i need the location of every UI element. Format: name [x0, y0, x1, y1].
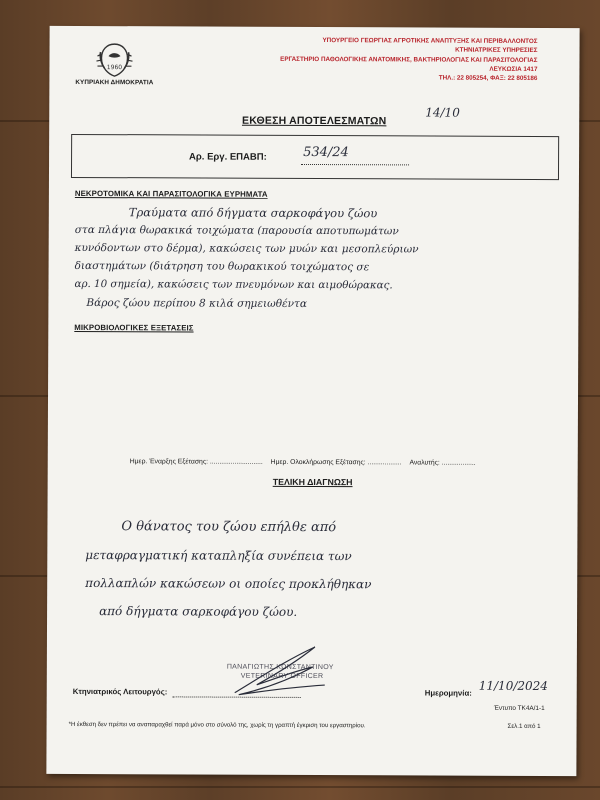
lab-number-label: Αρ. Εργ. ΕΠΑΒΠ: [189, 151, 267, 163]
necropsy-line: κυνόδοντων στο δέρμα), κακώσεις των μυών και μεσοπλεύριων [74, 241, 419, 256]
necropsy-line: Τραύματα από δήγματα σαρκοφάγου ζώου [128, 205, 378, 221]
necropsy-line: στα πλάγια θωρακικά τοιχώματα (παρουσία αποτυπωμάτων [74, 223, 399, 238]
svg-text:1960: 1960 [106, 64, 123, 72]
ministry-header [280, 36, 538, 84]
microbiology-section-title: ΜΙΚΡΟΒΙΟΛΟΓΙΚΕΣ ΕΞΕΤΑΣΕΙΣ [74, 322, 194, 333]
document-title: ΕΚΘΕΣΗ ΑΠΟΤΕΛΕΣΜΑΤΩΝ [241, 114, 387, 128]
exam-fields-row [130, 458, 476, 467]
stamp-title: VETERINARY OFFICER [240, 672, 324, 681]
diagnosis-title: ΤΕΛΙΚΗ ΔΙΑΓΝΩΣΗ [272, 476, 353, 488]
city-line: ΛΕΥΚΩΣΙΑ 1417 [489, 65, 538, 73]
date-label: Ημερομηνία: [424, 688, 472, 698]
lab-number-value: 534/24 [303, 144, 349, 161]
vet-officer-line [173, 690, 301, 698]
form-code: Έντυπο ΤΚ4Α/1-1 [493, 704, 545, 713]
exam-start-dots: ............................ [209, 458, 263, 466]
report-page [46, 26, 579, 776]
exam-completion-label: Ημερ. Ολοκλήρωσης Εξέτασης: [270, 458, 366, 467]
date-value: 11/10/2024 [478, 678, 548, 694]
diagnosis-line: Ο θάνατος του ζώου επήλθε από [121, 519, 337, 536]
page-number: Σελ.1 από 1 [507, 722, 541, 730]
necropsy-line: διαστημάτων (διάτρηση του θωρακικού τοιχώματος σε [74, 259, 370, 274]
analyst-label: Αναλυτής: [409, 459, 440, 467]
vet-officer-label: Κτηνιατρικός Λειτουργός: [72, 686, 168, 697]
diagnosis-line: πολλαπλών κακώσεων οι οποίες προκλήθηκαν [85, 576, 372, 592]
necropsy-section-title: ΝΕΚΡΟΤΟΜΙΚΑ ΚΑΙ ΠΑΡΑΣΙΤΟΛΟΓΙΚΑ ΕΥΡΗΜΑΤΑ [74, 188, 268, 199]
exam-completion-dots: .................. [367, 459, 402, 467]
analyst-dots: .................. [441, 459, 476, 467]
coat-of-arms-icon [91, 38, 137, 80]
diagnosis-line: μεταφραγματική καταπληξία συνέπεια των [85, 548, 352, 564]
exam-start-label: Ημερ. Έναρξης Εξέτασης: [129, 458, 209, 466]
service-name: ΚΤΗΝΙΑΤΡΙΚΕΣ ΥΠΗΡΕΣΙΕΣ [455, 46, 538, 55]
republic-label: ΚΥΠΡΙΑΚΗ ΔΗΜΟΚΡΑΤΙΑ [75, 78, 154, 87]
laboratory-name: ΕΡΓΑΣΤΗΡΙΟ ΠΑΘΟΛΟΓΙΚΗΣ ΑΝΑΤΟΜΙΚΗΣ, ΒΑΚΤΗΡΙΟΛΟΓΙΑΣ ΚΑΙ ΠΑΡΑΣΙΤΟΛΟΓΙΑΣ [280, 55, 538, 64]
stamp-name: ΠΑΝΑΓΙΩΤΗΣ ΚΩΝΣΤΑΝΤΙΝΟΥ [226, 663, 334, 672]
contact-line: ΤΗΛ.: 22 805254, ΦΑΞ: 22 805186 [438, 74, 538, 83]
necropsy-line: αρ. 10 σημεία), κακώσεις των πνευμόνων και αιμοθώρακας. [74, 277, 393, 292]
ministry-name: ΥΠΟΥΡΓΕΙΟ ΓΕΩΡΓΙΑΣ ΑΓΡΟΤΙΚΗΣ ΑΝΑΠΤΥΞΗΣ ΚΑΙ ΠΕΡΙΒΑΛΛΟΝΤΟΣ [322, 37, 538, 45]
handwritten-date-mark: 14/10 [425, 105, 460, 120]
disclaimer-footnote: *Η έκθεση δεν πρέπει να αναπαραχθεί παρά μόνο στο σύνολό της, χωρίς τη γραπτή έγκριση του εργαστηρίου. [68, 720, 366, 730]
diagnosis-line: από δήγματα σαρκοφάγου ζώου. [99, 604, 298, 619]
necropsy-line: Βάρος ζώου περίπου 8 κιλά σημειωθέντα [86, 297, 307, 310]
